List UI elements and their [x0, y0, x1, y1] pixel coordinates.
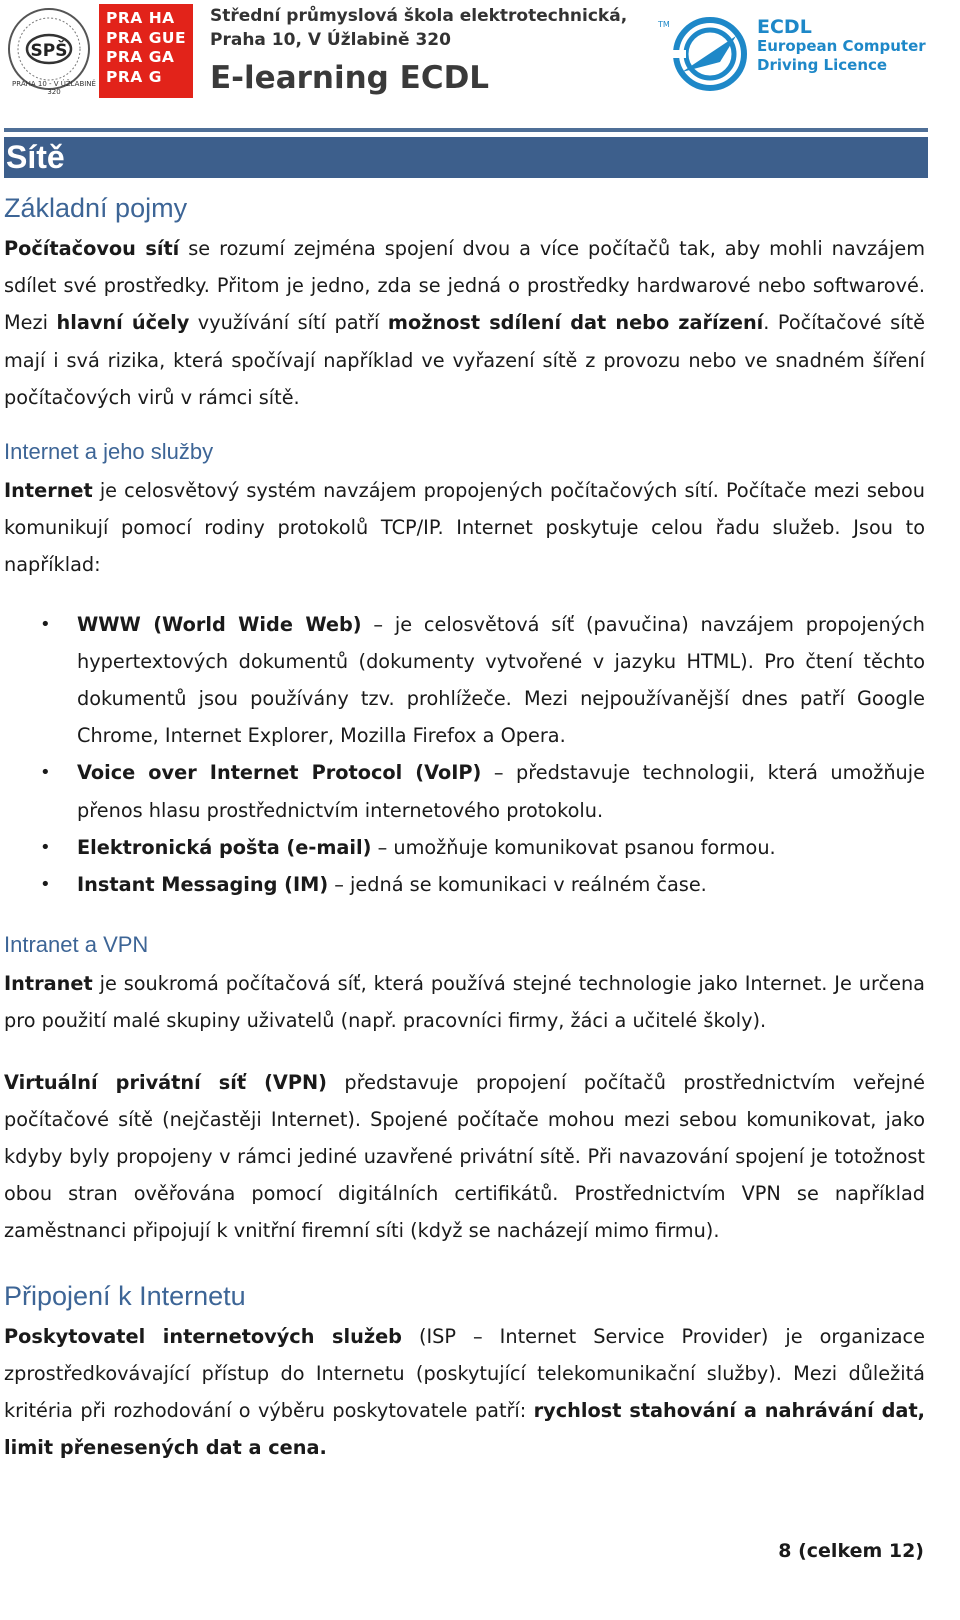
section-heading-intranet: Intranet a VPN: [4, 932, 149, 958]
ecdl-logo-icon: [670, 14, 750, 94]
praha-logo-row: PRA HA: [106, 9, 175, 27]
bold-term: WWW (World Wide Web): [77, 612, 362, 636]
bold-term: Instant Messaging (IM): [77, 873, 329, 897]
school-name: Střední průmyslová škola elektrotechnická,: [210, 6, 628, 26]
paragraph-intranet-definition: [4, 965, 925, 1039]
spacer: [4, 903, 925, 925]
page-title: Sítě: [6, 139, 65, 175]
page-title-bar: [4, 137, 928, 178]
list-item-text: – umožňuje komunikovat psanou formou.: [371, 835, 776, 859]
ecdl-wordmark-line: Driving Licence: [757, 56, 888, 74]
bold-term: možnost sdílení dat nebo zařízení: [387, 311, 764, 335]
section-heading-internet: Internet a jeho služby: [4, 439, 214, 465]
school-address: Praha 10, V Úžlabině 320: [210, 30, 451, 50]
paragraph-isp-definition: [4, 1318, 925, 1467]
ecdl-wordmark-line: ECDL: [757, 16, 812, 38]
spacer: [4, 584, 925, 606]
page-header: [0, 0, 960, 120]
trademark-mark: TM: [658, 20, 670, 29]
paragraph-internet-definition: [4, 472, 925, 584]
internet-services-list: [4, 606, 925, 904]
svg-text:SPŠ: SPŠ: [30, 41, 68, 61]
header-divider: [4, 128, 928, 132]
list-item-text: – představuje technologii, která umožňuje přenos hlasu prostřednictvím internetového protokolu.: [77, 761, 925, 822]
praha-logo: [99, 4, 193, 98]
spacer: [4, 1250, 925, 1274]
list-item-email: [4, 829, 925, 866]
product-title: E-learning ECDL: [210, 60, 490, 96]
bullet-icon: •: [40, 836, 51, 858]
ecdl-wordmark-line: European Computer: [757, 37, 926, 55]
bold-term: Elektronická pošta (e-mail): [77, 835, 372, 859]
paragraph-text: se rozumí zejména spojení dvou a více počítačů tak, aby mohli navzájem sdílet své prostředky. Přitom je jedno, zda se jedná o prostředky hardwarové nebo softwarové. Mezi: [4, 237, 925, 335]
bold-term: Virtuální privátní síť (VPN): [4, 1070, 327, 1094]
bullet-icon: •: [40, 762, 51, 784]
paragraph-text: . Počítačové sítě mají i svá rizika, která spočívají například ve vyřazení sítě z provozu nebo ve snadném šíření počítačových virů v rámci sítě.: [4, 311, 926, 409]
paragraph-text: je soukromá počítačová síť, která používá stejné technologie jako Internet. Je určena pro použití malé skupiny uživatelů (např. pracovníci firmy, žáci a učitelé školy).: [4, 972, 925, 1033]
bold-term: Voice over Internet Protocol (VoIP): [77, 761, 482, 785]
paragraph-text: představuje propojení počítačů prostřednictvím veřejné počítačové sítě (nejčastěji Internet). Spojené počítače mohou mezi sebou komunikovat, jako kdyby byly propojeny v rámci jediné uzavřené privátní sítě. Při navazování spojení je totožnost obou stran ověřována pomocí digitálních certifikátů. Prostřednictvím VPN se například zaměstnanci připojují k vnitřní firemní síti (když se nacházejí mimo firmu).: [4, 1070, 925, 1243]
paragraph-networks-definition: [4, 230, 925, 416]
list-item-text: – je celosvětová síť (pavučina) navzájem propojených hypertextových dokumentů (dokumenty vytvořené v jazyku HTML). Pro čtení těchto dokumentů jsou používány tzv. prohlížeče. Mezi nejpoužívanější dnes patří Google Chrome, Internet Explorer, Mozilla Firefox a Opera.: [77, 612, 925, 748]
praha-logo-row: PRA G: [106, 67, 162, 86]
ecdl-wordmark: [757, 18, 926, 75]
praha-logo-row: PRA GUE: [106, 28, 187, 47]
bullet-icon: •: [40, 613, 51, 635]
bold-term: Poskytovatel internetových služeb: [4, 1324, 402, 1348]
page-number: 8 (celkem 12): [778, 1540, 924, 1562]
list-item-www: [4, 606, 925, 755]
paragraph-text: (ISP – Internet Service Provider) je organizace zprostředkovávající přístup do Internetu (poskytující telekomunikační služby). Mezi důležitá kritéria při rozhodování o výběru poskytovatele patří:: [4, 1324, 926, 1423]
bullet-icon: •: [40, 874, 51, 896]
section-heading-basics: Základní pojmy: [4, 193, 188, 223]
school-seal-caption: PRAHA 10 - V ÚŽLABINĚ 320: [12, 80, 96, 96]
list-item-im: [4, 866, 925, 903]
document-body: [4, 186, 925, 1466]
section-heading-connection: Připojení k Internetu: [4, 1280, 246, 1311]
praha-logo-row: PRA GA: [106, 48, 175, 66]
bold-term: rychlost stahování a nahrávání dat, limit přenesených dat a cena.: [4, 1399, 925, 1460]
bold-term: Intranet: [4, 972, 93, 996]
list-item-text: – jedná se komunikaci v reálném čase.: [328, 873, 707, 897]
list-item-voip: [4, 754, 925, 828]
bold-term: Internet: [4, 479, 93, 503]
paragraph-text: využívání sítí patří: [189, 311, 388, 335]
bold-term: hlavní účely: [56, 311, 190, 335]
paragraph-text: je celosvětový systém navzájem propojených počítačových sítí. Počítače mezi sebou komunikují pomocí rodiny protokolů TCP/IP. Internet poskytuje celou řadu služeb. Jsou to například:: [4, 479, 925, 577]
paragraph-vpn-definition: [4, 1064, 925, 1250]
bold-term: Počítačovou sítí: [4, 237, 180, 260]
spacer: [4, 416, 925, 432]
spacer: [4, 1040, 925, 1064]
